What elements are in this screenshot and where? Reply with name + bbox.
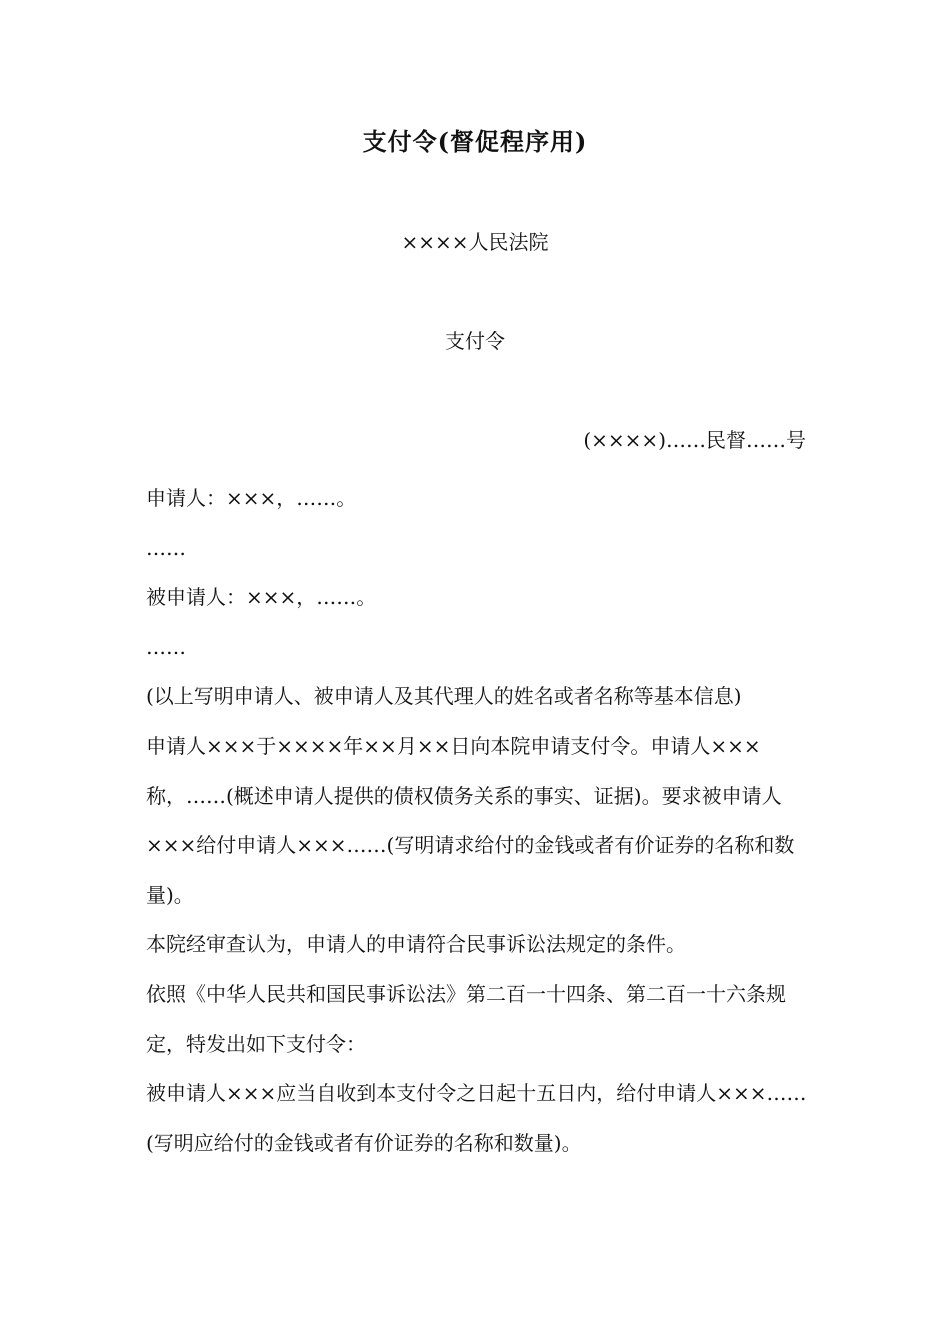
legal-basis-paragraph: 依照《中华人民共和国民事诉讼法》第二百一十四条、第二百一十六条规定，特发出如下支付令： [146,981,786,1056]
applicant-ellipsis: …… [146,535,186,560]
court-name: ××××人民法院 [401,230,549,254]
order-paragraph: 被申请人×××应当自收到本支付令之日起十五日内，给付申请人×××……(写明应给付的金钱或者有价证券的名称和数量)。 [146,1081,807,1155]
applicant-line: 申请人：×××，……。 [146,486,357,510]
case-number: (××××)……民督……号 [583,428,806,452]
document-title: 支付令(督促程序用) [362,127,588,156]
review-paragraph: 本院经审查认为，申请人的申请符合民事诉讼法规定的条件。 [146,932,686,957]
parties-note: (以上写明申请人、被申请人及其代理人的姓名或者名称等基本信息) [146,684,742,709]
document-type-heading: 支付令 [445,329,505,353]
respondent-line: 被申请人：×××，……。 [146,585,377,610]
document-body [146,474,808,1168]
respondent-ellipsis: …… [146,634,186,659]
application-paragraph: 申请人×××于××××年××月××日向本院申请支付令。申请人×××称，……(概述申请人提供的债权债务关系的事实、证据)。要求被申请人×××给付申请人×××……(写明请求给付的金钱或者有价证券的名称和数量)。 [146,733,795,907]
